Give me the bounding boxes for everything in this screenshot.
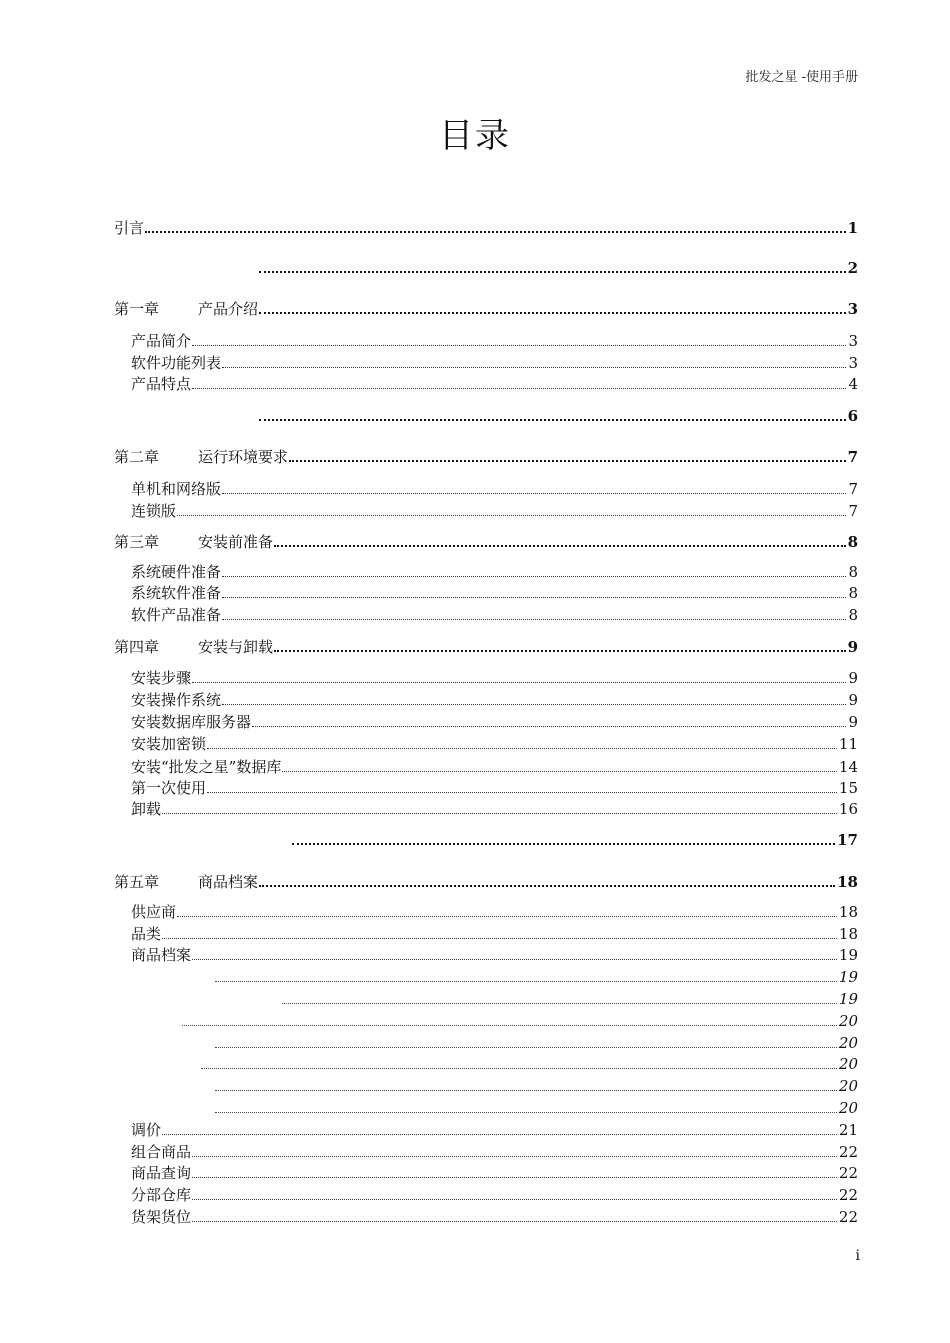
- toc-page-number: 8: [848, 584, 858, 602]
- toc-section-entry[interactable]: [131, 668, 858, 688]
- toc-page-number: 7: [848, 502, 858, 520]
- dot-leader: [289, 460, 846, 462]
- dot-leader: [207, 748, 837, 749]
- toc-entry-label: [131, 1185, 191, 1205]
- toc-entry-text: 连锁版: [131, 502, 177, 520]
- dot-leader: [177, 916, 837, 917]
- toc-page-number: 20: [838, 1034, 858, 1052]
- toc-subsection-entry[interactable]: [214, 1076, 858, 1096]
- toc-entry-label: [131, 712, 251, 732]
- toc-entry-text: 安装“批发之星”数据库: [131, 758, 282, 776]
- toc-section-entry[interactable]: [131, 1120, 858, 1140]
- dot-leader: [192, 1221, 837, 1222]
- dot-leader: [192, 345, 846, 346]
- toc-page-number: 1: [847, 219, 858, 237]
- dot-leader: [215, 1090, 837, 1091]
- dot-leader: [222, 597, 846, 598]
- toc-entry-text: 运行环境要求: [198, 448, 289, 466]
- dot-leader: [182, 1025, 837, 1026]
- toc-page-number: 20: [838, 1012, 858, 1030]
- toc-entry-text: 商品查询: [131, 1164, 192, 1182]
- toc-entry-text: 供应商: [131, 903, 177, 921]
- toc-page-number: 17: [837, 831, 858, 849]
- toc-section-entry[interactable]: [131, 331, 858, 351]
- toc-page-number: 16: [838, 800, 858, 818]
- toc-entry-text: 系统软件准备: [131, 584, 222, 602]
- dot-leader: [259, 312, 846, 314]
- toc-entry-label: [131, 374, 191, 394]
- dot-leader: [274, 650, 846, 652]
- toc-chapter-entry[interactable]: [258, 258, 858, 278]
- dot-leader: [192, 1177, 837, 1178]
- toc-chapter-number: 第二章: [114, 448, 160, 466]
- dot-leader: [177, 515, 846, 516]
- toc-section-entry[interactable]: [131, 778, 858, 798]
- dot-leader: [207, 792, 837, 793]
- toc-section-entry[interactable]: [131, 605, 858, 625]
- toc-section-entry[interactable]: [131, 374, 858, 394]
- toc-entry-label: [114, 218, 144, 238]
- toc-entry-label: [131, 479, 221, 499]
- toc-entry-label: [114, 532, 273, 552]
- dot-leader: [274, 545, 846, 547]
- toc-page-number: 8: [848, 563, 858, 581]
- toc-entry-text: 引言: [114, 219, 145, 237]
- toc-page-number: 22: [838, 1186, 858, 1204]
- toc-subsection-entry[interactable]: [200, 1054, 858, 1074]
- toc-entry-text: 安装前准备: [198, 533, 274, 551]
- toc-subsection-entry[interactable]: [214, 1098, 858, 1118]
- dot-leader: [192, 959, 837, 960]
- dot-leader: [259, 419, 846, 421]
- toc-entry-label: [131, 690, 221, 710]
- toc-section-entry[interactable]: [131, 902, 858, 922]
- toc-entry-text: 安装与卸载: [198, 638, 274, 656]
- dot-leader: [259, 885, 835, 887]
- toc-section-entry[interactable]: [131, 353, 858, 373]
- toc-section-entry[interactable]: [131, 479, 858, 499]
- toc-entry-text: 组合商品: [131, 1143, 192, 1161]
- toc-entry-text: 产品简介: [131, 332, 192, 350]
- toc-page-number: 6: [847, 407, 858, 425]
- toc-entry-label: [131, 778, 206, 798]
- dot-leader: [162, 1134, 837, 1135]
- toc-entry-label: [131, 945, 191, 965]
- dot-leader: [292, 843, 835, 845]
- toc-entry-text: 安装操作系统: [131, 691, 222, 709]
- toc-section-entry[interactable]: [131, 583, 858, 603]
- toc-entry-label: [131, 605, 221, 625]
- toc-entry-text: 卸载: [131, 800, 162, 818]
- toc-entry-label: [131, 583, 221, 603]
- toc-chapter-entry[interactable]: [114, 299, 858, 319]
- dot-leader: [222, 367, 846, 368]
- toc-entry-label: [131, 668, 191, 688]
- toc-entry-text: 安装加密锁: [131, 735, 207, 753]
- toc-section-entry[interactable]: [131, 1142, 858, 1162]
- toc-entry-text: 软件产品准备: [131, 606, 222, 624]
- toc-chapter-number: 第四章: [114, 638, 160, 656]
- dot-leader: [162, 938, 837, 939]
- toc-chapter-number: 第三章: [114, 533, 160, 551]
- toc-page-number: 20: [838, 1055, 858, 1073]
- toc-entry-label: [131, 562, 221, 582]
- dot-leader: [222, 493, 846, 494]
- toc-section-entry[interactable]: [131, 924, 858, 944]
- toc-entry-text: 软件功能列表: [131, 354, 222, 372]
- toc-section-entry[interactable]: [131, 712, 858, 732]
- dot-leader: [222, 619, 846, 620]
- toc-page-number: 21: [838, 1121, 858, 1139]
- toc-entry-text: 安装数据库服务器: [131, 713, 252, 731]
- toc-chapter-entry[interactable]: [114, 218, 858, 238]
- toc-entry-label: [131, 734, 206, 754]
- dot-leader: [162, 813, 837, 814]
- toc-section-entry[interactable]: [131, 945, 858, 965]
- toc-subsection-entry[interactable]: [214, 967, 858, 987]
- toc-page-number: 22: [838, 1143, 858, 1161]
- dot-leader: [201, 1068, 837, 1069]
- toc-entry-label: [131, 799, 161, 819]
- dot-leader: [215, 981, 837, 982]
- dot-leader: [222, 576, 846, 577]
- toc-page-number: 11: [838, 735, 858, 753]
- toc-entry-label: [131, 501, 176, 521]
- toc-entry-label: [114, 872, 258, 892]
- toc-entry-label: [131, 1163, 191, 1183]
- dot-leader: [192, 1199, 837, 1200]
- toc-page-number: 3: [848, 354, 858, 372]
- toc-chapter-number: 第一章: [114, 300, 160, 318]
- toc-entry-label: [131, 1120, 161, 1140]
- toc-page-number: 22: [838, 1164, 858, 1182]
- toc-entry-label: [131, 902, 176, 922]
- toc-page-number: 9: [848, 713, 858, 731]
- toc-page-number: 2: [847, 259, 858, 277]
- toc-section-entry[interactable]: [131, 501, 858, 521]
- toc-entry-text: 商品档案: [131, 946, 192, 964]
- page-title: 目录: [439, 116, 511, 156]
- toc-page-number: 22: [838, 1208, 858, 1226]
- toc-entry-label: [131, 1142, 191, 1162]
- toc-page-number: 19: [838, 946, 858, 964]
- dot-leader: [282, 1003, 837, 1004]
- toc-entry-label: [131, 757, 281, 777]
- toc-page-number: 8: [847, 533, 858, 551]
- toc-section-entry[interactable]: [131, 799, 858, 819]
- toc-chapter-entry[interactable]: [114, 872, 858, 892]
- toc-page-number: 3: [848, 332, 858, 350]
- running-header: 批发之星 -使用手册: [745, 70, 858, 85]
- dot-leader: [282, 771, 837, 772]
- toc-entry-label: [114, 447, 288, 467]
- dot-leader: [215, 1112, 837, 1113]
- toc-subsection-entry[interactable]: [281, 989, 858, 1009]
- dot-leader: [145, 231, 846, 233]
- toc-entry-text: 产品特点: [131, 375, 192, 393]
- toc-page-number: 9: [848, 691, 858, 709]
- toc-section-entry[interactable]: [131, 690, 858, 710]
- toc-page-number: 18: [837, 873, 858, 891]
- toc-entry-text: 单机和网络版: [131, 480, 222, 498]
- toc-page-number: 20: [838, 1077, 858, 1095]
- toc-subsection-entry[interactable]: [214, 1033, 858, 1053]
- toc-entry-text: 分部仓库: [131, 1186, 192, 1204]
- toc-entry-text: 安装步骤: [131, 669, 192, 687]
- toc-entry-label: [114, 299, 258, 319]
- toc-entry-text: 第一次使用: [131, 779, 207, 797]
- toc-section-entry[interactable]: [131, 734, 858, 754]
- dot-leader: [192, 388, 846, 389]
- toc-chapter-entry[interactable]: [258, 406, 858, 426]
- toc-chapter-entry[interactable]: [114, 637, 858, 657]
- toc-page-number: 3: [847, 300, 858, 318]
- toc-section-entry[interactable]: [131, 1163, 858, 1183]
- toc-entry-text: 调价: [131, 1121, 162, 1139]
- toc-section-entry[interactable]: [131, 562, 858, 582]
- toc-section-entry[interactable]: [131, 1207, 858, 1227]
- toc-page-number: 18: [838, 925, 858, 943]
- toc-chapter-number: 第五章: [114, 873, 160, 891]
- toc-entry-text: 货架货位: [131, 1208, 192, 1226]
- toc-entry-text: 产品介绍: [198, 300, 259, 318]
- dot-leader: [192, 1156, 837, 1157]
- toc-page-number: 9: [848, 669, 858, 687]
- toc-page-number: 19: [838, 968, 858, 986]
- dot-leader: [252, 726, 846, 727]
- dot-leader: [222, 704, 846, 705]
- toc-page-number: 8: [848, 606, 858, 624]
- toc-page-number: 18: [838, 903, 858, 921]
- toc-entry-label: [131, 331, 191, 351]
- toc-chapter-entry[interactable]: [114, 447, 858, 467]
- toc-entry-label: [131, 353, 221, 373]
- toc-page-number: 20: [838, 1099, 858, 1117]
- toc-page-number: 14: [838, 758, 858, 776]
- toc-entry-label: [131, 924, 161, 944]
- toc-entry-label: [131, 1207, 191, 1227]
- toc-entry-text: 品类: [131, 925, 162, 943]
- page-number: i: [855, 1248, 860, 1264]
- toc-entry-text: 系统硬件准备: [131, 563, 222, 581]
- toc-section-entry[interactable]: [131, 757, 858, 777]
- toc-page-number: 19: [838, 990, 858, 1008]
- toc-page-number: 7: [848, 480, 858, 498]
- toc-section-entry[interactable]: [131, 1185, 858, 1205]
- toc-page-number: 7: [847, 448, 858, 466]
- toc-entry-text: 商品档案: [198, 873, 259, 891]
- toc-subsection-entry[interactable]: [181, 1011, 858, 1031]
- toc-chapter-entry[interactable]: [291, 830, 858, 850]
- toc-chapter-entry[interactable]: [114, 532, 858, 552]
- dot-leader: [192, 682, 846, 683]
- toc-page-number: 9: [847, 638, 858, 656]
- dot-leader: [259, 271, 846, 273]
- toc-entry-label: [114, 637, 273, 657]
- toc-page-number: 15: [838, 779, 858, 797]
- toc-page-number: 4: [848, 375, 858, 393]
- dot-leader: [215, 1047, 837, 1048]
